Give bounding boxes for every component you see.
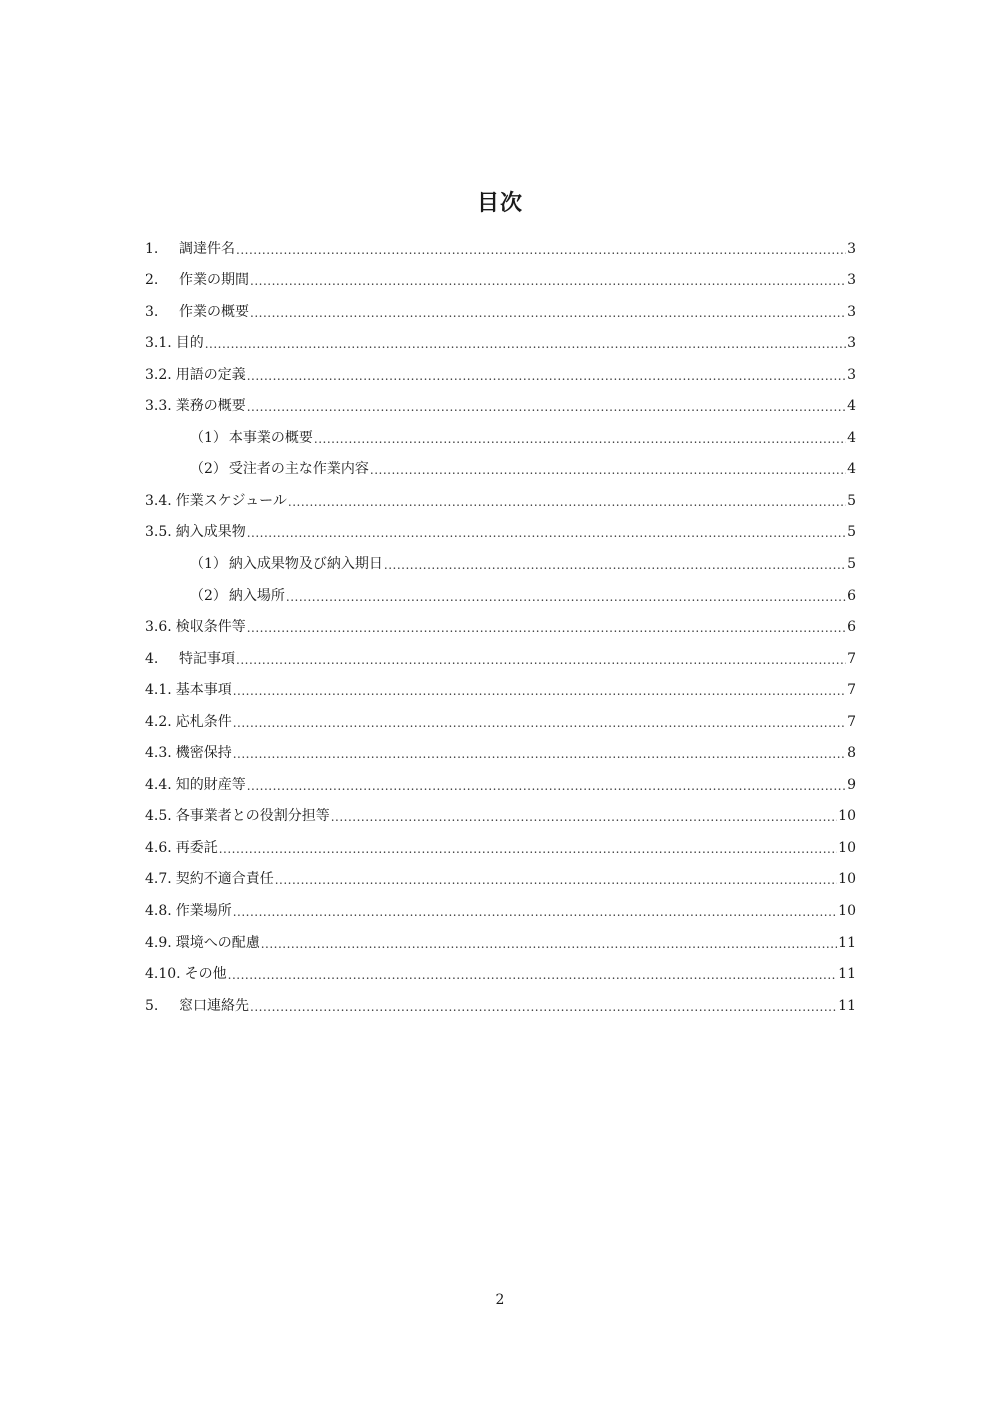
toc-entry-number: 5.	[145, 997, 159, 1014]
toc-entry[interactable]	[145, 510, 856, 542]
toc-entry-number: 1.	[145, 240, 159, 257]
toc-leader-dots	[247, 368, 846, 384]
toc-entry-page: 6	[847, 587, 856, 604]
toc-leader-dots	[233, 746, 846, 762]
toc-entry-number: 3.6.	[145, 619, 172, 636]
toc-leader-dots	[233, 683, 846, 699]
toc-entry-page: 9	[847, 776, 856, 793]
toc-entry-page: 5	[847, 524, 856, 541]
toc-entry[interactable]	[145, 226, 856, 258]
toc-leader-dots	[331, 809, 837, 825]
toc-entry-number: 4.6.	[145, 839, 172, 856]
toc-leader-dots	[236, 652, 846, 668]
toc-leader-dots	[247, 778, 846, 794]
toc-entry[interactable]	[145, 321, 856, 353]
toc-entry-page: 7	[847, 682, 856, 699]
toc-entry[interactable]	[145, 258, 856, 290]
toc-entry-label: 検収条件等	[175, 619, 246, 636]
toc-entry-page: 11	[838, 997, 856, 1014]
toc-entry[interactable]	[145, 888, 856, 920]
toc-entry-number: 4.1.	[145, 682, 172, 699]
toc-entry-label: 業務の概要	[175, 398, 246, 415]
toc-leader-dots	[384, 557, 846, 573]
toc-entry-label: 納入成果物及び納入期日	[228, 556, 383, 573]
page-number: 2	[495, 1292, 505, 1308]
toc-entry-page: 3	[847, 303, 856, 320]
toc-entry-number: （2）	[190, 587, 227, 604]
toc-entry[interactable]	[145, 699, 856, 731]
toc-entry-page: 8	[847, 745, 856, 762]
toc-leader-dots	[370, 462, 846, 478]
toc-leader-dots	[233, 904, 837, 920]
toc-entry-number: 3.	[145, 303, 159, 320]
toc-leader-dots	[219, 841, 837, 857]
toc-entry-label: 窓口連絡先	[179, 997, 249, 1014]
toc-leader-dots	[288, 494, 846, 510]
toc-entry-number: 4.9.	[145, 934, 172, 951]
toc-entry-page: 10	[838, 903, 856, 920]
toc-leader-dots	[228, 967, 838, 983]
toc-entry[interactable]	[145, 352, 856, 384]
toc-entry-page: 3	[847, 240, 856, 257]
toc-entry-number: 4.5.	[145, 808, 172, 825]
toc-entry-label: 特記事項	[179, 650, 235, 667]
toc-entry-number: （2）	[190, 461, 227, 478]
toc-entry-number: 4.7.	[145, 871, 172, 888]
toc-entry-label: 作業の期間	[179, 272, 249, 289]
toc-leader-dots	[247, 620, 846, 636]
toc-leader-dots	[314, 431, 846, 447]
toc-entry-page: 4	[847, 461, 856, 478]
toc-entry[interactable]	[145, 983, 856, 1015]
toc-entry-number: 4.2.	[145, 713, 172, 730]
toc-title: 目次	[476, 191, 523, 216]
toc-entry-page: 6	[847, 619, 856, 636]
toc-entry[interactable]	[145, 478, 856, 510]
toc-leader-dots	[250, 999, 837, 1015]
toc-leader-dots	[286, 589, 846, 605]
toc-entry-page: 4	[847, 429, 856, 446]
toc-leader-dots	[236, 242, 846, 258]
toc-entry-page: 5	[847, 492, 856, 509]
toc-leader-dots	[205, 336, 846, 352]
toc-entry[interactable]	[145, 794, 856, 826]
toc-entry-label: 応札条件	[175, 713, 232, 730]
toc-entry-number: 3.2.	[145, 366, 172, 383]
toc-entry-label: 環境への配慮	[175, 934, 260, 951]
toc-entry-number: 4.8.	[145, 903, 172, 920]
toc-entry-page: 3	[847, 366, 856, 383]
toc-entry[interactable]	[145, 605, 856, 637]
toc-entry-page: 7	[847, 713, 856, 730]
toc-entry[interactable]	[145, 289, 856, 321]
toc-leader-dots	[233, 715, 846, 731]
toc-entry-label: 作業スケジュール	[175, 492, 287, 509]
toc-entry-label: その他	[184, 966, 227, 983]
toc-entry[interactable]	[145, 573, 856, 605]
toc-entry-label: 再委託	[175, 839, 218, 856]
toc-entry-page: 3	[847, 335, 856, 352]
toc-entry[interactable]	[145, 384, 856, 416]
toc-entry-number: 3.1.	[145, 335, 172, 352]
toc-entry-label: 知的財産等	[175, 776, 246, 793]
toc-entry[interactable]	[145, 447, 856, 479]
toc-entry-label: 契約不適合責任	[175, 871, 274, 888]
toc-leader-dots	[250, 305, 846, 321]
toc-entry-number: 4.	[145, 650, 159, 667]
toc-entry-page: 3	[847, 272, 856, 289]
table-of-contents	[145, 226, 856, 1015]
toc-entry-number: 4.10.	[145, 966, 181, 983]
toc-entry[interactable]	[145, 952, 856, 984]
toc-entry-label: 納入成果物	[175, 524, 246, 541]
toc-leader-dots	[275, 872, 837, 888]
toc-entry-label: 各事業者との役割分担等	[175, 808, 330, 825]
toc-entry[interactable]	[145, 636, 856, 668]
toc-entry-page: 11	[838, 966, 856, 983]
toc-leader-dots	[261, 936, 837, 952]
toc-entry[interactable]	[145, 668, 856, 700]
toc-entry-page: 7	[847, 650, 856, 667]
toc-entry-label: 受注者の主な作業内容	[228, 461, 369, 478]
toc-leader-dots	[247, 399, 846, 415]
toc-entry-label: 機密保持	[175, 745, 232, 762]
toc-entry[interactable]	[145, 762, 856, 794]
toc-entry-label: 用語の定義	[175, 366, 246, 383]
toc-entry-page: 5	[847, 556, 856, 573]
toc-entry[interactable]	[145, 920, 856, 952]
toc-entry-number: 3.5.	[145, 524, 172, 541]
toc-entry-label: 基本事項	[175, 682, 232, 699]
toc-entry[interactable]	[145, 825, 856, 857]
toc-entry-label: 目的	[175, 335, 204, 352]
toc-entry-number: 3.3.	[145, 398, 172, 415]
toc-entry-number: 4.4.	[145, 776, 172, 793]
toc-entry-page: 10	[838, 808, 856, 825]
toc-entry-page: 10	[838, 871, 856, 888]
toc-entry-label: 本事業の概要	[228, 429, 313, 446]
toc-leader-dots	[247, 525, 846, 541]
toc-entry-label: 調達件名	[179, 240, 235, 257]
toc-entry-page: 4	[847, 398, 856, 415]
toc-entry[interactable]	[145, 731, 856, 763]
toc-entry[interactable]	[145, 857, 856, 889]
toc-entry-label: 作業の概要	[179, 303, 249, 320]
toc-entry-label: 作業場所	[175, 903, 232, 920]
toc-entry-label: 納入場所	[228, 587, 285, 604]
toc-entry-number: （1）	[190, 429, 227, 446]
toc-entry-page: 11	[838, 934, 856, 951]
toc-leader-dots	[250, 273, 846, 289]
toc-entry-number: 2.	[145, 272, 159, 289]
toc-entry-page: 10	[838, 839, 856, 856]
toc-entry[interactable]	[145, 415, 856, 447]
toc-entry[interactable]	[145, 541, 856, 573]
toc-entry-number: 4.3.	[145, 745, 172, 762]
toc-entry-number: （1）	[190, 556, 227, 573]
toc-entry-number: 3.4.	[145, 492, 172, 509]
